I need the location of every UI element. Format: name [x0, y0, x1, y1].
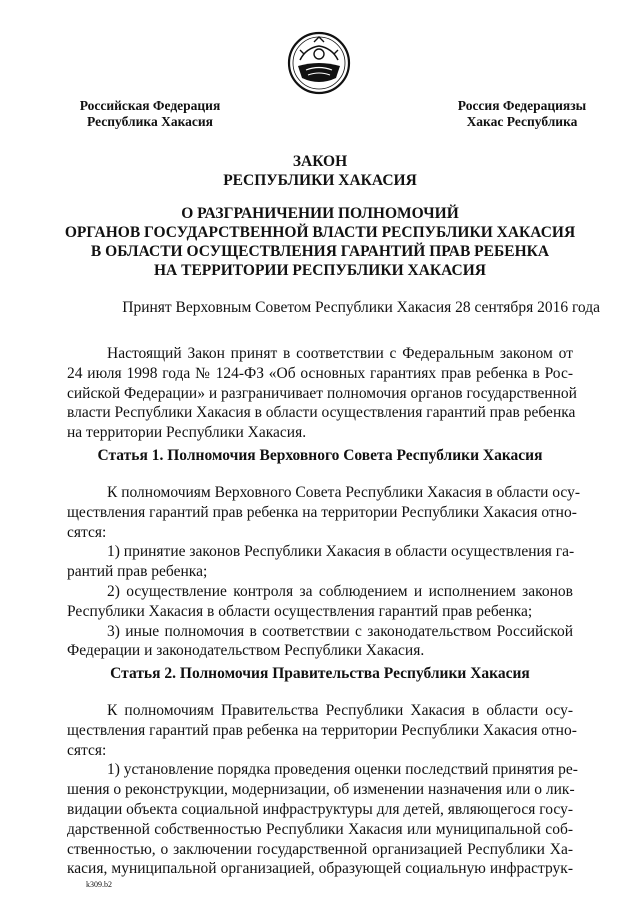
article-1-item-2-line: Республики Хакасия в области осуществления гарантий прав ребенка;	[67, 602, 533, 620]
article-1-body	[67, 483, 581, 661]
header-right-line-2: Хакас Республика	[466, 114, 578, 129]
article-1-item-1-line: рантий прав ребенка;	[67, 563, 208, 581]
article-2-intro-line: К полномочиям Правительства Республики Хакасия в области осу-	[107, 702, 573, 719]
article-2-item-1-line: шения о реконструкции, модернизации, об изменении назначения или о лик-	[67, 781, 575, 799]
document-title	[60, 152, 580, 190]
header-left-line-1: Российская Федерация	[79, 98, 221, 113]
article-1-intro-line: К полномочиям Верховного Совета Республики Хакасия в области осу-	[107, 484, 581, 501]
header-left	[70, 98, 230, 130]
article-1-intro-line: ществления гарантий прав ребенка на территории Республики Хакасия отно-	[67, 503, 577, 521]
subject-line-2: ОРГАНОВ ГОСУДАРСТВЕННОЙ ВЛАСТИ РЕСПУБЛИКИ ХАКАСИЯ	[64, 224, 576, 241]
article-2-title: Статья 2. Полномочия Правительства Республики Хакасия	[110, 665, 530, 682]
subject-line-1: О РАЗГРАНИЧЕНИИ ПОЛНОМОЧИЙ	[181, 205, 459, 222]
article-2-item-1-line: 1) установление порядка проведения оценки последствий принятия ре-	[107, 761, 578, 779]
article-1-item-3-line: Федерации и законодательством Республики Хакасия.	[67, 642, 425, 660]
article-1-intro-line: сятся:	[67, 523, 107, 541]
preamble-line: на территории Республики Хакасия.	[67, 424, 307, 442]
article-2-item-1-line: ственностью, о заключении государственной организацией Республики Ха-	[67, 840, 573, 858]
article-1-item-1-line: 1) принятие законов Республики Хакасия в области осуществления га-	[107, 543, 575, 561]
article-2-intro-line: ществления гарантий прав ребенка на территории Республики Хакасия отно-	[67, 721, 577, 739]
article-2-item-1-line: касия, муниципальной организацией, образующей социальную инфраструк-	[67, 860, 573, 878]
article-1-title: Статья 1. Полномочия Верховного Совета Республики Хакасия	[97, 447, 543, 464]
coat-of-arms-emblem	[286, 30, 352, 96]
adoption-note: Принят Верховным Советом Республики Хакасия 28 сентября 2016 года	[122, 299, 600, 316]
doc-issuer: РЕСПУБЛИКИ ХАКАСИЯ	[223, 172, 417, 189]
article-2-item-1-line: дарственной собственностью Республики Хакасия или муниципальной соб-	[67, 820, 573, 838]
article-1-item-2-line: 2) осуществление контроля за соблюдением и исполнением законов	[107, 582, 573, 600]
header-right	[442, 98, 602, 130]
article-1-item-3-line: 3) иные полномочия в соответствии с законодательством Российской	[107, 622, 573, 640]
preamble-line: Настоящий Закон принят в соответствии с Федеральным законом от	[107, 345, 573, 362]
article-2-body	[67, 701, 578, 879]
document-code: k309.b2	[86, 880, 112, 889]
preamble-line: сийской Федерации» и разграничивает полномочия органов государственной	[67, 384, 577, 402]
preamble-line: 24 июля 1998 года № 124-ФЗ «Об основных гарантиях прав ребенка в Рос-	[67, 364, 573, 382]
subject-line-4: НА ТЕРРИТОРИИ РЕСПУБЛИКИ ХАКАСИЯ	[153, 262, 486, 279]
doc-type: ЗАКОН	[292, 153, 348, 170]
article-2-item-1-line: видации объекта социальной инфраструктуры для детей, являющегося госу-	[67, 800, 573, 818]
preamble	[67, 344, 577, 443]
preamble-line: власти Республики Хакасия в области осуществления гарантий прав ребенка	[67, 404, 576, 422]
header-left-line-2: Республика Хакасия	[87, 114, 213, 129]
document-subject	[60, 204, 580, 280]
header-right-line-1: Россия Федерациязы	[457, 98, 587, 113]
article-2-intro-line: сятся:	[67, 741, 107, 759]
subject-line-3: В ОБЛАСТИ ОСУЩЕСТВЛЕНИЯ ГАРАНТИЙ ПРАВ РЕБЕНКА	[90, 243, 550, 260]
